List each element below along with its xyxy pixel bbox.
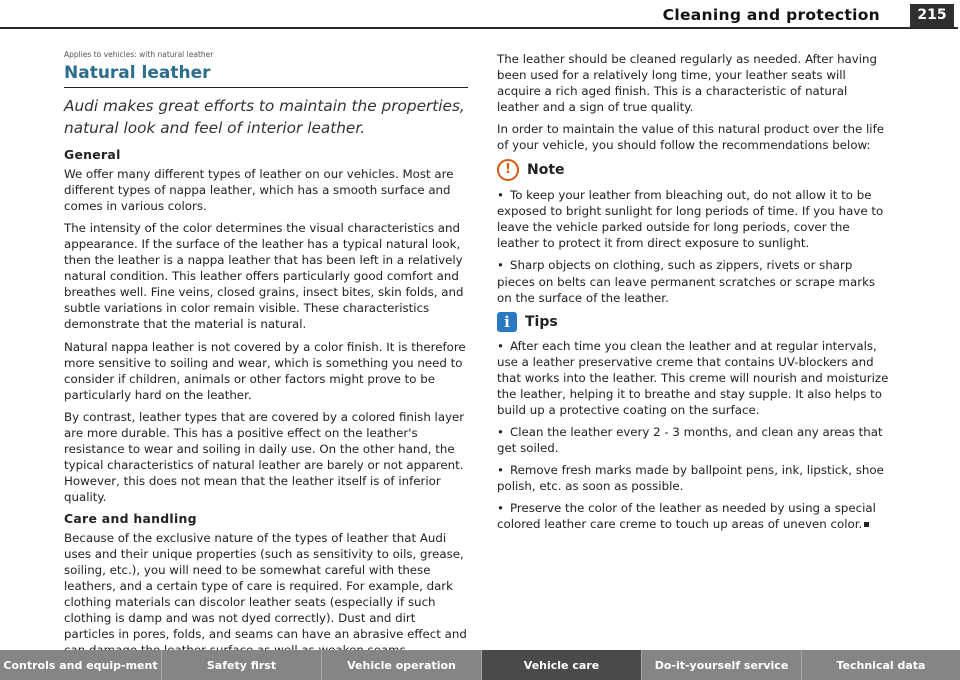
footer-nav <box>0 650 960 680</box>
tips-item: • Remove fresh marks made by ballpoint pens, ink, lipstick, shoe polish, etc. as soon as possible. <box>497 462 884 493</box>
tips-heading <box>497 312 890 332</box>
footer-tab-vehicle-operation[interactable]: Vehicle operation <box>322 650 482 680</box>
chapter-title: Cleaning and protection <box>662 6 880 24</box>
general-paragraph: By contrast, leather types that are covered by a colored finish layer are more durable. This has a positive effect on the leather's resistance to wear and soiling in daily use. On the other hand, the typical characteristics of natural leather are barely or not apparent. However, this does not mean that the leather itself is of inferior quality. <box>64 409 465 504</box>
general-paragraph: The intensity of the color determines the visual characteristics and appearance. If the surface of the leather has a typical natural look, then the leather is a nappa leather that has been left in a relatively natural condition. This leather offers particularly good comfort and breathes well. Fine veins, closed grains, insect bites, skin folds, and subtle variations in color remain visible. These characteristics demonstrate that the material is natural. <box>64 221 464 332</box>
section-title: Natural leather <box>64 63 468 88</box>
note-item: • Sharp objects on clothing, such as zippers, rivets or sharp pieces on belts can leave permanent scratches or scrape marks on the surface of the leather. <box>497 258 876 305</box>
end-of-section-mark <box>864 522 869 527</box>
tips-label: Tips <box>525 313 558 330</box>
bullet-dot: • <box>497 338 504 353</box>
care-heading: Care and handling <box>64 510 197 526</box>
tips-item: • Clean the leather every 2 - 3 months, and clean any areas that get soiled. <box>497 424 883 455</box>
applies-note: Applies to vehicles: with natural leather <box>64 50 214 59</box>
footer-tab-diy-service[interactable]: Do-it-yourself service <box>642 650 802 680</box>
note-label: Note <box>527 162 565 179</box>
header-rule <box>0 27 958 29</box>
tips-item: • After each time you clean the leather and at regular intervals, use a leather preservative creme that contains UV-blockers and that works into the leather. This creme will nourish and moisturize the leather, helping it to breathe and stay supple. It also helps to build up a protective coating on the surface. <box>497 338 889 417</box>
info-icon: i <box>497 312 517 332</box>
page-number: 215 <box>910 4 954 27</box>
footer-tab-technical-data[interactable]: Technical data <box>836 658 926 672</box>
tips-item: • Preserve the color of the leather as needed by using a special colored leather care creme to touch up areas of uneven color. <box>497 501 876 532</box>
footer-tab-controls[interactable]: Controls and equip-ment <box>0 650 162 680</box>
body-paragraph: In order to maintain the value of this natural product over the life of your vehicle, you should follow the recommendations below: <box>497 122 884 153</box>
exclamation-circle-icon: ! <box>497 159 519 181</box>
bullet-dot: • <box>497 501 504 516</box>
footer-tab-vehicle-care[interactable]: Vehicle care <box>482 650 642 680</box>
right-column <box>497 51 890 538</box>
section-intro: Audi makes great efforts to maintain the properties, natural look and feel of interior leather. <box>64 97 465 137</box>
bullet-dot: • <box>497 188 504 203</box>
note-item: • To keep your leather from bleaching out, do not allow it to be exposed to bright sunlight for long periods of time. If you have to leave the vehicle parked outside for long periods, cover the leather to protect it from direct exposure to sunlight. <box>497 188 884 251</box>
general-heading: General <box>64 147 121 162</box>
care-paragraph: Because of the exclusive nature of the types of leather that Audi uses and their unique properties (such as sensitivity to oils, grease, soiling, etc.), you will need to be somewhat careful with these leathers, and a certain type of care is required. For example, dark clothing materials can discolor leather seats (especially if such clothing is damp and was not dyed correctly). Dust and dirt particles in pores, folds, and seams can have an abrasive effect and <box>64 531 467 642</box>
bullet-dot: • <box>497 424 504 439</box>
left-column <box>64 50 468 664</box>
bullet-dot: • <box>497 462 504 477</box>
body-paragraph: The leather should be cleaned regularly as needed. After having been used for a relatively long time, your leather seats will acquire a rich aged finish. This is a characteristic of natural leather and a sign of true quality. <box>497 52 878 115</box>
footer-tab-safety[interactable]: Safety first <box>162 650 322 680</box>
note-heading <box>497 159 890 181</box>
general-paragraph: We offer many different types of leather on our vehicles. Most are different types of nappa leather, which has a smooth surface and comes in various colors. <box>64 167 454 214</box>
bullet-dot: • <box>497 258 504 273</box>
general-paragraph: Natural nappa leather is not covered by a color finish. It is therefore more sensitive to soiling and wear, which is something you need to consider if children, animals or other factors might prove to be particularly hard on the leather. <box>64 339 466 402</box>
